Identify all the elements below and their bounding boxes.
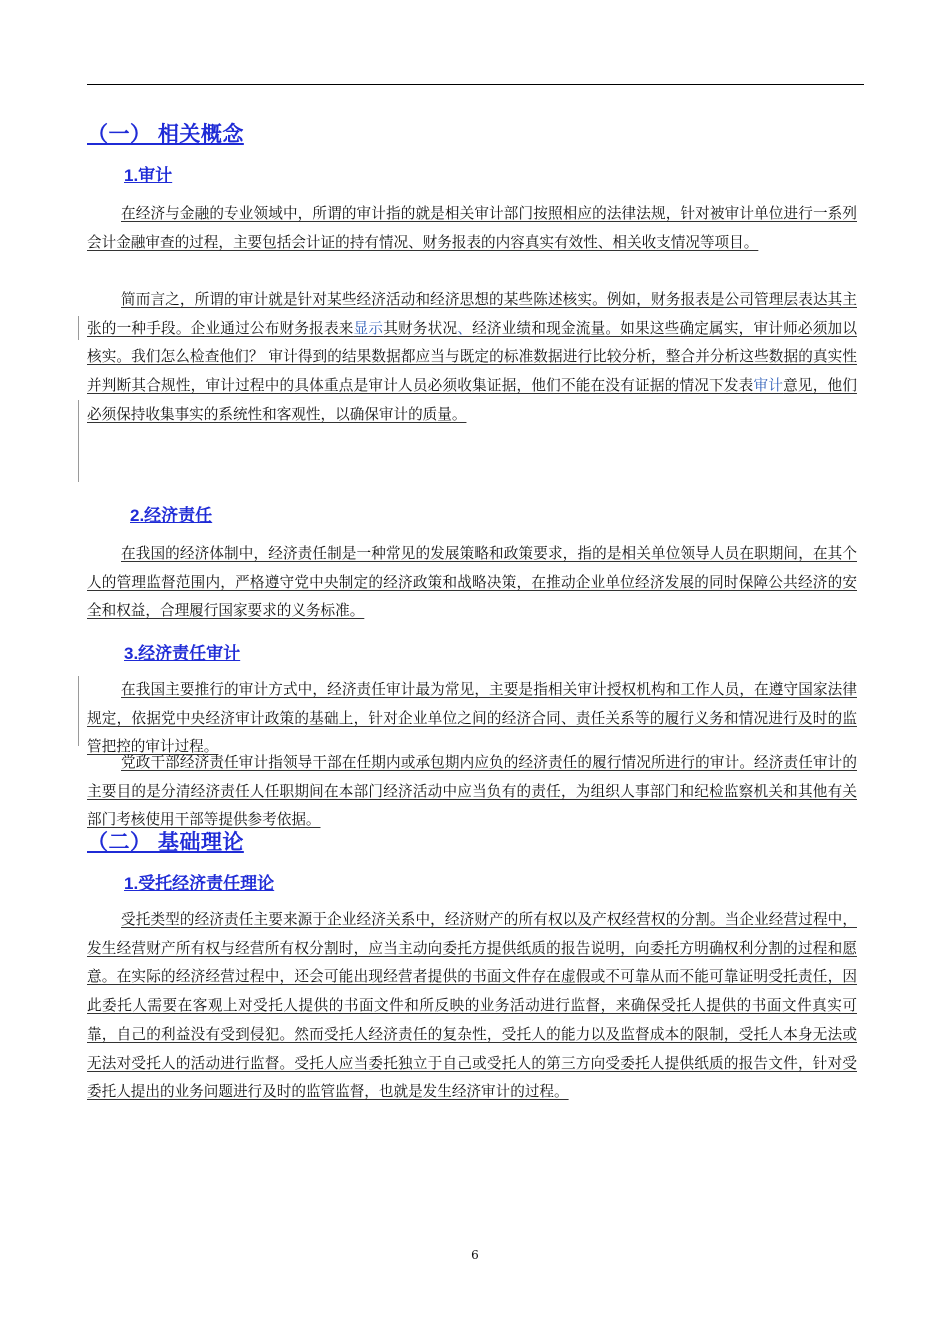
section-heading-theory: （二） 基础理论 — [87, 831, 244, 854]
paragraph-text: 党政干部经济责任审计指领导干部在任期内或承包期内应负的经济责任的履行情况所进行的审计。经济责任审计的主要目的是分清经济责任人任职期间在本部门经济活动中应当负有的责任，为组织人事部门和纪检监察机关和其他有关部门考核使用干部等提供参考依据。 — [87, 754, 857, 829]
hyperlink-comma[interactable]: 、 — [457, 319, 473, 337]
paragraph-text: 其财务状况 — [383, 319, 458, 337]
paragraph-text: 在我国的经济体制中，经济责任制是一种常见的发展策略和政策要求，指的是相关单位领导人员在职期间，在其个人的管理监督范围内，严格遵守党中央制定的经济政策和战略决策，在推动企业单位经济发展的同时保障公共经济的安全和权益，合理履行国家要求的义务标准。 — [87, 545, 857, 620]
paragraph-text: 受托类型的经济责任主要来源于企业经济关系中，经济财产的所有权以及产权经营权的分割。当企业经营过程中，发生经营财产所有权与经营所有权分割时，应当主动向委托方提供纸质的报告说明，向委托方明确权利分割的过程和愿意。在实际的经济经营过程中，还会可能出现经营者提供的书面文件存在虚假或不可靠从而不能可靠证明受托责任，因此委托人需要在客观上对受托人提供的书面文件和所反映的业务活动进行监督，来确保受托人提供的书面文件真实可靠，自己的利益没有受到侵犯。然而受托人经济责任的复杂性，受托人的能力以及监督成本的限制，受托人本身无法或无法对受托人的活动进行监督。受托人应当委托独立于自己或受托人的第三方向受委托人提供纸质的报告文件，针对受委托人提出的业务问题进行及时的监管监督，也就是发生经济审计的过程。 — [87, 911, 857, 1101]
paragraph-cadre-audit — [87, 749, 857, 835]
subheading-responsibility-audit: 3.经济责任审计 — [124, 644, 241, 663]
subheading-audit: 1.审计 — [124, 166, 173, 185]
paragraph-text: 在经济与金融的专业领域中，所谓的审计指的就是相关审计部门按照相应的法律法规，针对被审计单位进行一系列会计金融审查的过程，主要包括会计证的持有情况、财务报表的内容真实有效性、相关收支情况等项目。 — [87, 205, 857, 251]
hyperlink-display[interactable]: 显示 — [353, 319, 384, 337]
section-heading-concepts: （一） 相关概念 — [87, 123, 244, 146]
paragraph-text: 经济业绩和现金流量。如果这些确定属实，审计师必须加以核实。我们怎么检查他们？ 审计得到的结果数据都应当与既定的标准数据进行比较分析，整合并分析这些数据的真实性并判断其合规性，审计过程中的具体重点是审计人员必须收集证据，他们不能在没有证据的情况下发表 — [87, 319, 857, 395]
change-bar — [78, 400, 79, 482]
subheading-economic-responsibility: 2.经济责任 — [130, 506, 213, 525]
page-number: 6 — [471, 1248, 479, 1262]
paragraph-economic-responsibility — [87, 540, 857, 626]
hyperlink-audit[interactable]: 审计 — [753, 377, 784, 395]
paragraph-text: 简而言之，所谓的审计就是针对某些经济活动和经济思想的某些陈述核实。例如，财务报表是公司管理层表达其主张的一种手段。企业通过公布财务报表来 — [87, 291, 857, 337]
change-bar — [78, 676, 79, 746]
paragraph-text: 在我国主要推行的审计方式中，经济责任审计最为常见，主要是指相关审计授权机构和工作人员，在遵守国家法律规定，依据党中央经济审计政策的基础上，针对企业单位之间的经济合同、责任关系等的履行义务和情况进行及时的监管把控的审计过程。 — [87, 681, 857, 756]
change-bar — [78, 316, 79, 340]
paragraph-audit-definition — [87, 200, 857, 257]
paragraph-text: 意见，他们必须保持收集事实的系统性和客观性，以确保审计的质量。 — [87, 377, 857, 423]
subheading-trust-theory: 1.受托经济责任理论 — [124, 874, 275, 893]
paragraph-trust-theory — [87, 906, 857, 1107]
paragraph-audit-summary — [87, 286, 857, 430]
header-rule — [87, 84, 864, 85]
